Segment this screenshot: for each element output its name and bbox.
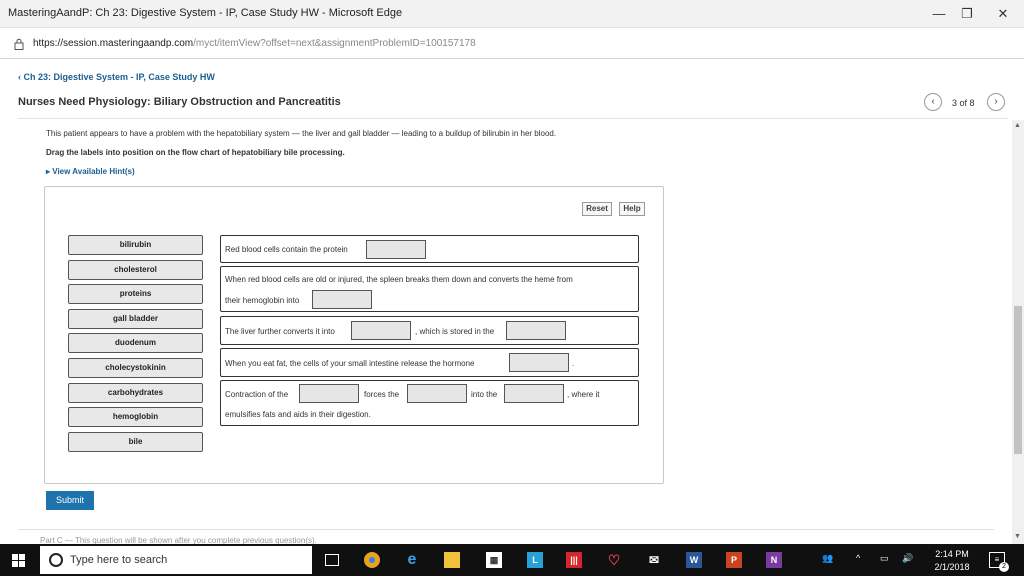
drop-target[interactable] — [506, 321, 566, 340]
clock-date: 2/1/2018 — [934, 562, 970, 572]
flow-text: Contraction of the — [225, 390, 289, 399]
launcher-l-icon[interactable]: L — [527, 552, 543, 568]
word-icon[interactable]: W — [686, 552, 702, 568]
close-icon[interactable]: ✕ — [997, 6, 1009, 21]
powerpoint-icon[interactable]: P — [726, 552, 742, 568]
address-bar[interactable] — [0, 29, 1024, 59]
drop-target[interactable] — [504, 384, 564, 403]
flow-text: When you eat fat, the cells of your small intestine release the hormone — [225, 359, 475, 368]
label-gall-bladder[interactable]: gall bladder — [68, 309, 203, 329]
windows-start-icon[interactable] — [12, 554, 25, 567]
flow-text: forces the — [364, 390, 400, 399]
drop-target[interactable] — [312, 290, 372, 309]
people-icon[interactable]: 👥 — [822, 553, 834, 563]
tray-chevron-icon[interactable]: ^ — [856, 553, 861, 563]
breadcrumb[interactable]: ‹ Ch 23: Digestive System - IP, Case Study HW — [18, 72, 215, 82]
drop-target[interactable] — [299, 384, 359, 403]
clock-time: 2:14 PM — [935, 549, 969, 559]
flow-text: their hemoglobin into — [225, 296, 300, 305]
flow-text: Red blood cells contain the protein — [225, 245, 348, 254]
battery-icon[interactable]: ▭ — [880, 553, 889, 563]
search-placeholder: Type here to search — [70, 554, 168, 566]
chrome-icon[interactable] — [364, 552, 380, 568]
restore-icon[interactable]: ❐ — [961, 6, 973, 21]
window-title: MasteringAandP: Ch 23: Digestive System - IP, Case Study HW - Microsoft Edge — [8, 7, 403, 19]
flow-step-1 — [220, 235, 639, 263]
notification-count: 2 — [999, 562, 1009, 572]
edge-icon[interactable]: e — [407, 551, 417, 568]
store-icon[interactable]: ▦ — [486, 552, 502, 568]
help-button[interactable]: Help — [619, 202, 645, 216]
url-text[interactable]: https://session.masteringaandp.com/myct/itemView?offset=next&assignmentProblemID=100157178 — [33, 38, 476, 49]
next-part-text: Part C — This question will be shown after you complete previous question(s). — [40, 536, 317, 544]
scroll-up-icon[interactable]: ▲ — [1014, 122, 1021, 129]
scrollbar-thumb[interactable] — [1014, 306, 1022, 454]
flow-step-2 — [220, 266, 639, 312]
flow-text: , which is stored in the — [415, 327, 495, 336]
divider — [18, 529, 994, 530]
drop-target[interactable] — [509, 353, 569, 372]
pager-count: 3 of 8 — [952, 98, 975, 108]
flow-step-5 — [220, 380, 639, 426]
label-bilirubin[interactable]: bilirubin — [68, 235, 203, 255]
label-bile[interactable]: bile — [68, 432, 203, 452]
drop-target[interactable] — [407, 384, 467, 403]
prev-item-button[interactable]: ‹ — [924, 93, 942, 111]
next-item-button[interactable]: › — [987, 93, 1005, 111]
volume-icon[interactable]: 🔊 — [902, 553, 914, 563]
red-app-icon[interactable]: ||| — [566, 552, 582, 568]
taskbar — [0, 544, 1024, 576]
file-explorer-icon[interactable] — [444, 552, 460, 568]
label-duodenum[interactable]: duodenum — [68, 333, 203, 353]
lock-icon — [14, 38, 24, 50]
flow-text: The liver further converts it into — [225, 327, 335, 336]
flow-text: , where it — [567, 390, 600, 399]
page-title: Nurses Need Physiology: Biliary Obstruction and Pancreatitis — [18, 96, 341, 108]
flow-text: . — [572, 359, 575, 368]
label-hemoglobin[interactable]: hemoglobin — [68, 407, 203, 427]
action-center-icon[interactable]: ≡ — [989, 552, 1005, 568]
instruction-text: Drag the labels into position on the flow chart of hepatobiliary bile processing. — [46, 148, 345, 157]
label-cholesterol[interactable]: cholesterol — [68, 260, 203, 280]
page-content — [0, 60, 1012, 544]
flow-step-3 — [220, 316, 639, 345]
task-view-icon[interactable] — [325, 554, 339, 566]
intro-text: This patient appears to have a problem with the hepatobiliary system — the liver and gall bladder — leading to a buildup of bilirubin in her blood. — [46, 129, 557, 138]
label-proteins[interactable]: proteins — [68, 284, 203, 304]
cortana-icon — [49, 553, 63, 567]
drop-target[interactable] — [366, 240, 426, 259]
taskbar-search-box[interactable] — [40, 546, 312, 574]
flow-text: When red blood cells are old or injured, the spleen breaks them down and converts the heme from — [225, 275, 573, 284]
flow-text: emulsifies fats and aids in their digestion. — [225, 410, 371, 419]
drop-target[interactable] — [351, 321, 411, 340]
submit-button[interactable]: Submit — [46, 491, 94, 510]
view-hints-link[interactable]: ▸ View Available Hint(s) — [46, 167, 135, 176]
label-carbohydrates[interactable]: carbohydrates — [68, 383, 203, 403]
divider — [18, 118, 1008, 119]
mail-icon[interactable]: ✉ — [648, 553, 660, 567]
microphone-icon[interactable]: 🎙 — [293, 553, 307, 565]
window-titlebar — [0, 0, 1024, 28]
flow-text: into the — [471, 390, 498, 399]
minimize-icon[interactable]: — — [932, 6, 946, 21]
scroll-down-icon[interactable]: ▼ — [1014, 533, 1021, 540]
onenote-icon[interactable]: N — [766, 552, 782, 568]
flow-step-4 — [220, 348, 639, 377]
label-cholecystokinin[interactable]: cholecystokinin — [68, 358, 203, 378]
pocket-icon[interactable]: ♡ — [607, 552, 621, 568]
reset-button[interactable]: Reset — [582, 202, 612, 216]
taskbar-clock[interactable] — [922, 548, 982, 574]
